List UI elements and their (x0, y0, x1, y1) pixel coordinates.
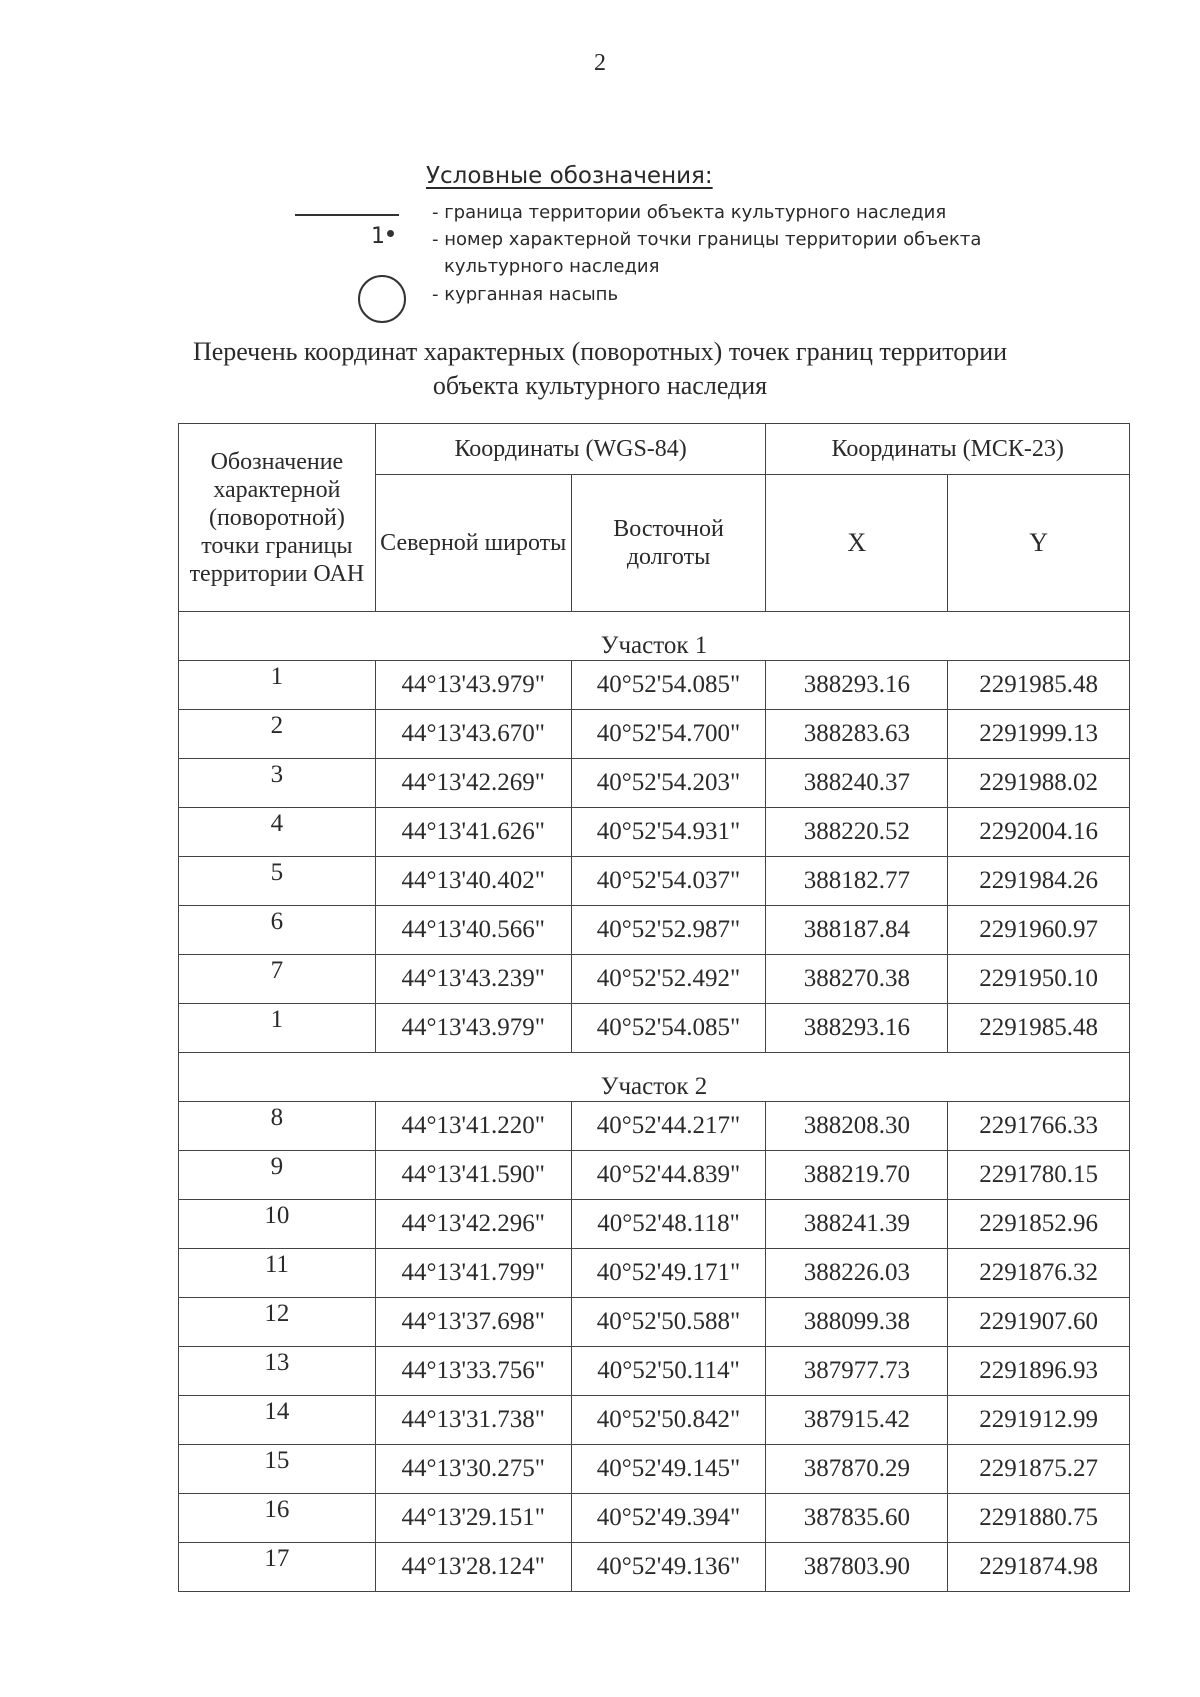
x-cell: 387915.42 (766, 1396, 948, 1445)
longitude-cell: 40°52'50.588" (571, 1298, 766, 1347)
legend-point-text-cont: культурного наследия (444, 256, 660, 277)
y-cell: 2291984.26 (948, 857, 1130, 906)
list-title-line1: Перечень координат характерных (поворотных) точек границ территории (192, 337, 1008, 366)
y-cell: 2291880.75 (948, 1494, 1130, 1543)
table-row (179, 661, 1130, 710)
longitude-cell: 40°52'44.839" (571, 1151, 766, 1200)
header-wgs: Координаты (WGS-84) (375, 424, 766, 475)
x-cell: 387835.60 (766, 1494, 948, 1543)
x-cell: 388220.52 (766, 808, 948, 857)
longitude-cell: 40°52'49.171" (571, 1249, 766, 1298)
header-lon: Восточной долготы (571, 475, 766, 612)
y-cell: 2291985.48 (948, 661, 1130, 710)
y-cell: 2291950.10 (948, 955, 1130, 1004)
longitude-cell: 40°52'50.842" (571, 1396, 766, 1445)
longitude-cell: 40°52'54.085" (571, 1004, 766, 1053)
x-cell: 387803.90 (766, 1543, 948, 1592)
table-row (179, 1445, 1130, 1494)
x-cell: 388270.38 (766, 955, 948, 1004)
legend-point-symbol (371, 224, 394, 249)
table-row (179, 759, 1130, 808)
y-cell: 2291985.48 (948, 1004, 1130, 1053)
x-cell: 387870.29 (766, 1445, 948, 1494)
latitude-cell: 44°13'43.979" (375, 661, 571, 710)
point-number: 8 (179, 1102, 376, 1151)
section-row (179, 1053, 1130, 1102)
section-title: Участок 2 (179, 1053, 1130, 1102)
y-cell: 2291907.60 (948, 1298, 1130, 1347)
latitude-cell: 44°13'40.402" (375, 857, 571, 906)
y-cell: 2291874.98 (948, 1543, 1130, 1592)
longitude-cell: 40°52'49.145" (571, 1445, 766, 1494)
header-lat: Северной широты (375, 475, 571, 612)
point-number: 5 (179, 857, 376, 906)
latitude-cell: 44°13'41.220" (375, 1102, 571, 1151)
x-cell: 388208.30 (766, 1102, 948, 1151)
x-cell: 388293.16 (766, 1004, 948, 1053)
point-number: 6 (179, 906, 376, 955)
table-row (179, 1004, 1130, 1053)
x-cell: 388241.39 (766, 1200, 948, 1249)
y-cell: 2291852.96 (948, 1200, 1130, 1249)
latitude-cell: 44°13'41.626" (375, 808, 571, 857)
point-number: 15 (179, 1445, 376, 1494)
latitude-cell: 44°13'40.566" (375, 906, 571, 955)
point-number: 2 (179, 710, 376, 759)
table-row (179, 1543, 1130, 1592)
point-number: 16 (179, 1494, 376, 1543)
list-title (0, 335, 1200, 403)
point-dot-icon (387, 230, 394, 237)
point-number: 10 (179, 1200, 376, 1249)
legend-title: Условные обозначения: (426, 163, 713, 189)
x-cell: 388283.63 (766, 710, 948, 759)
y-cell: 2291988.02 (948, 759, 1130, 808)
latitude-cell: 44°13'33.756" (375, 1347, 571, 1396)
legend-point-text: - номер характерной точки границы территории объекта (432, 229, 982, 250)
legend-circle-text: - курганная насыпь (432, 284, 619, 305)
longitude-cell: 40°52'52.987" (571, 906, 766, 955)
legend-line-text: - граница территории объекта культурного наследия (432, 202, 947, 223)
x-cell: 388187.84 (766, 906, 948, 955)
point-number: 12 (179, 1298, 376, 1347)
y-cell: 2291912.99 (948, 1396, 1130, 1445)
coordinates-table (178, 423, 1130, 1592)
longitude-cell: 40°52'54.037" (571, 857, 766, 906)
point-number: 14 (179, 1396, 376, 1445)
legend-point-label: 1 (371, 224, 385, 249)
table-row (179, 1396, 1130, 1445)
table-row (179, 1102, 1130, 1151)
latitude-cell: 44°13'42.269" (375, 759, 571, 808)
y-cell: 2291960.97 (948, 906, 1130, 955)
header-point-col: Обозначение характерной (поворотной) точки границы территории ОАН (179, 424, 376, 612)
latitude-cell: 44°13'42.296" (375, 1200, 571, 1249)
section-title: Участок 1 (179, 612, 1130, 661)
latitude-cell: 44°13'37.698" (375, 1298, 571, 1347)
table-row (179, 1298, 1130, 1347)
longitude-cell: 40°52'50.114" (571, 1347, 766, 1396)
latitude-cell: 44°13'28.124" (375, 1543, 571, 1592)
table-row (179, 1249, 1130, 1298)
longitude-cell: 40°52'52.492" (571, 955, 766, 1004)
point-number: 11 (179, 1249, 376, 1298)
latitude-cell: 44°13'30.275" (375, 1445, 571, 1494)
y-cell: 2291999.13 (948, 710, 1130, 759)
y-cell: 2291766.33 (948, 1102, 1130, 1151)
y-cell: 2291875.27 (948, 1445, 1130, 1494)
list-title-line2: объекта культурного наследия (432, 371, 768, 400)
header-y: Y (948, 475, 1130, 612)
latitude-cell: 44°13'29.151" (375, 1494, 571, 1543)
point-number: 4 (179, 808, 376, 857)
y-cell: 2291876.32 (948, 1249, 1130, 1298)
longitude-cell: 40°52'48.118" (571, 1200, 766, 1249)
header-msk: Координаты (МСК-23) (766, 424, 1130, 475)
latitude-cell: 44°13'43.239" (375, 955, 571, 1004)
legend-line-symbol (295, 214, 399, 216)
table-row (179, 955, 1130, 1004)
point-number: 7 (179, 955, 376, 1004)
point-number: 3 (179, 759, 376, 808)
longitude-cell: 40°52'49.394" (571, 1494, 766, 1543)
table-row (179, 808, 1130, 857)
longitude-cell: 40°52'44.217" (571, 1102, 766, 1151)
table-row (179, 906, 1130, 955)
x-cell: 388293.16 (766, 661, 948, 710)
latitude-cell: 44°13'41.799" (375, 1249, 571, 1298)
longitude-cell: 40°52'49.136" (571, 1543, 766, 1592)
point-number: 1 (179, 661, 376, 710)
header-x: X (766, 475, 948, 612)
longitude-cell: 40°52'54.931" (571, 808, 766, 857)
latitude-cell: 44°13'43.979" (375, 1004, 571, 1053)
y-cell: 2292004.16 (948, 808, 1130, 857)
table-row (179, 1200, 1130, 1249)
point-number: 1 (179, 1004, 376, 1053)
x-cell: 388219.70 (766, 1151, 948, 1200)
point-number: 17 (179, 1543, 376, 1592)
table-row (179, 1151, 1130, 1200)
table-row (179, 710, 1130, 759)
x-cell: 387977.73 (766, 1347, 948, 1396)
longitude-cell: 40°52'54.700" (571, 710, 766, 759)
latitude-cell: 44°13'31.738" (375, 1396, 571, 1445)
x-cell: 388226.03 (766, 1249, 948, 1298)
longitude-cell: 40°52'54.085" (571, 661, 766, 710)
x-cell: 388240.37 (766, 759, 948, 808)
table-row (179, 1494, 1130, 1543)
x-cell: 388099.38 (766, 1298, 948, 1347)
section-row (179, 612, 1130, 661)
x-cell: 388182.77 (766, 857, 948, 906)
legend-circle-icon (358, 275, 406, 323)
point-number: 9 (179, 1151, 376, 1200)
latitude-cell: 44°13'43.670" (375, 710, 571, 759)
table-row (179, 1347, 1130, 1396)
table-row (179, 857, 1130, 906)
table-body (179, 612, 1130, 1592)
page-number: 2 (594, 50, 606, 76)
latitude-cell: 44°13'41.590" (375, 1151, 571, 1200)
y-cell: 2291896.93 (948, 1347, 1130, 1396)
longitude-cell: 40°52'54.203" (571, 759, 766, 808)
point-number: 13 (179, 1347, 376, 1396)
y-cell: 2291780.15 (948, 1151, 1130, 1200)
